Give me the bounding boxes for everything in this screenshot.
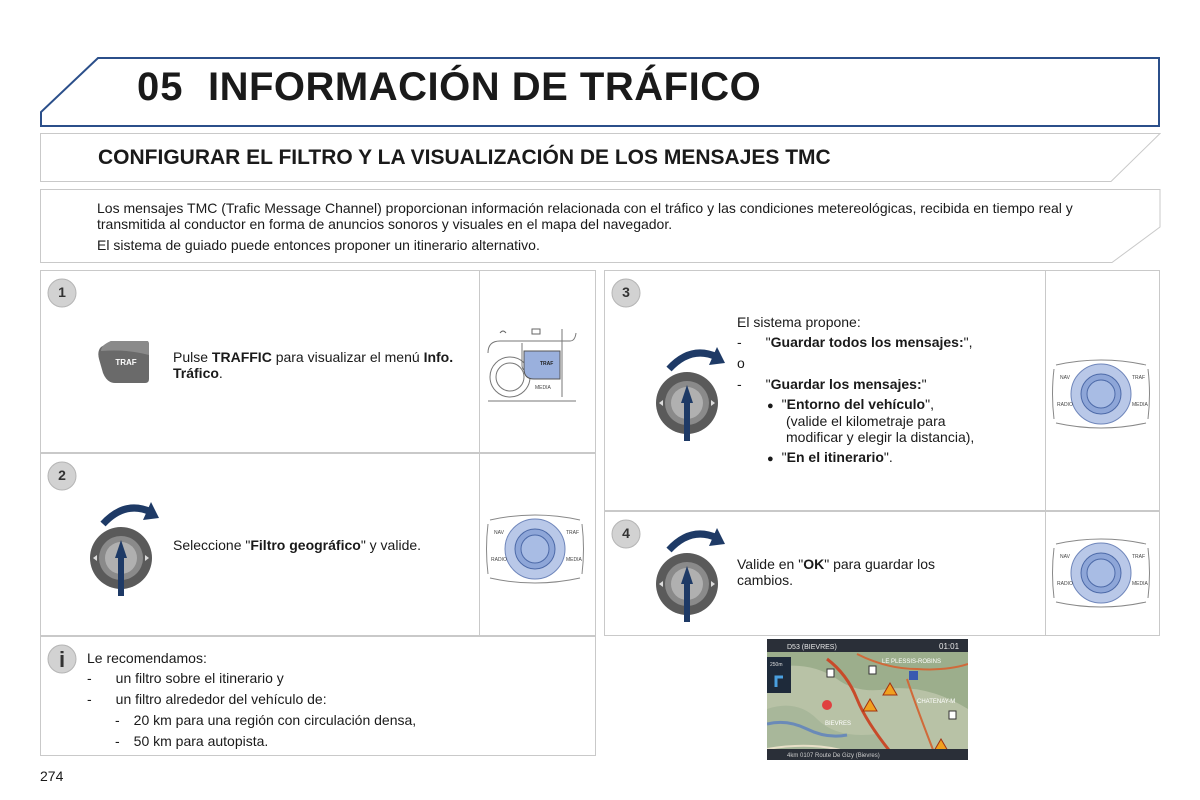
step-2-image-cell bbox=[479, 454, 595, 635]
rotary-knob-press-icon bbox=[651, 526, 725, 626]
section-title: CONFIGURAR EL FILTRO Y LA VISUALIZACIÓN DE LOS MENSAJES TMC bbox=[98, 146, 831, 169]
rotary-controller-illustration bbox=[480, 454, 594, 635]
step-3-option-2: - "Guardar los mensajes:" bbox=[737, 376, 927, 392]
radio-label: RADIO bbox=[1057, 581, 1073, 587]
step-3-intro: El sistema propone: bbox=[737, 314, 861, 330]
map-status-bar: 4km 0107 Route De Gizy (Bievres) bbox=[787, 753, 880, 759]
traffic-button-label: TRAF bbox=[115, 358, 137, 367]
map-place-3: CHATENAY-M bbox=[917, 699, 956, 705]
step-1-box bbox=[40, 270, 596, 453]
step-2-box bbox=[40, 453, 596, 636]
step-3-box bbox=[604, 270, 1160, 511]
traf-label: TRAF bbox=[1132, 554, 1146, 560]
map-place-1: LE PLESSIS-ROBINS bbox=[882, 659, 942, 665]
step-3-sub-option-1-note-2: modificar y elegir la distancia), bbox=[786, 429, 975, 445]
traf-label: TRAF bbox=[566, 530, 580, 536]
step-3-image-cell bbox=[1045, 271, 1159, 510]
tip-sub-item-1: - 20 km para una región con circulación densa, bbox=[115, 712, 417, 728]
nav-label: NAV bbox=[1060, 375, 1070, 381]
section-header bbox=[40, 133, 1161, 182]
traffic-map-illustration bbox=[767, 639, 968, 760]
radio-label: RADIO bbox=[491, 557, 507, 563]
rotary-knob-press-icon bbox=[85, 500, 159, 600]
tip-item-2: - un filtro alrededor del vehículo de: bbox=[87, 691, 327, 707]
rotary-controller-illustration bbox=[1046, 512, 1158, 635]
nav-label: NAV bbox=[494, 530, 504, 536]
map-road-label: D53 (BIEVRES) bbox=[787, 644, 837, 651]
control-panel-illustration bbox=[480, 271, 594, 452]
map-time: 01:01 bbox=[939, 642, 960, 651]
chapter-title: INFORMACIÓN DE TRÁFICO bbox=[208, 65, 762, 109]
step-4-image-cell bbox=[1045, 512, 1159, 635]
poi-icon bbox=[827, 669, 834, 677]
step-1-text: Pulse TRAFFIC para visualizar el menú Info. Tráfico. bbox=[173, 349, 454, 381]
step-4-badge: 4 bbox=[611, 519, 641, 549]
vehicle-position-icon bbox=[822, 700, 832, 710]
poi-icon bbox=[949, 711, 956, 719]
traf-key-label: TRAF bbox=[540, 361, 554, 367]
tip-box bbox=[40, 636, 596, 756]
media-label: MEDIA bbox=[566, 557, 582, 563]
rotary-controller-illustration bbox=[1046, 271, 1158, 510]
step-3-sub-option-1: ● "Entorno del vehículo", bbox=[767, 396, 934, 412]
traf-label: TRAF bbox=[1132, 375, 1146, 381]
poi-icon bbox=[869, 666, 876, 674]
map-place-2: BIEVRES bbox=[825, 721, 852, 727]
intro-paragraph-1: Los mensajes TMC (Trafic Message Channel) proporcionan información relacionada con el tráfico y las condiciones metereológicas, recibida en tiempo real y transmitida al conductor en forma de anuncios sonoros y visuales en el mapa del navegador. bbox=[97, 200, 1073, 232]
step-4-box bbox=[604, 511, 1160, 636]
step-4-text: Valide en "OK" para guardar los cambios. bbox=[737, 556, 936, 588]
intro-block bbox=[40, 189, 1161, 263]
step-3-option-1: - "Guardar todos los mensajes:", bbox=[737, 334, 973, 350]
nav-label: NAV bbox=[1060, 554, 1070, 560]
step-3-badge: 3 bbox=[611, 278, 641, 308]
radio-label: RADIO bbox=[1057, 402, 1073, 408]
tip-item-1: - un filtro sobre el itinerario y bbox=[87, 670, 284, 686]
navigation-map-screenshot bbox=[767, 639, 968, 760]
rotary-knob-press-icon bbox=[651, 345, 725, 445]
tip-intro: Le recomendamos: bbox=[87, 650, 207, 666]
traffic-button-icon bbox=[97, 335, 151, 389]
step-2-badge: 2 bbox=[47, 461, 77, 491]
media-label: MEDIA bbox=[1132, 581, 1148, 587]
map-scale: 250m bbox=[770, 662, 783, 668]
chapter-header bbox=[40, 57, 1160, 127]
parking-icon bbox=[909, 671, 918, 680]
step-1-image-cell bbox=[479, 271, 595, 452]
media-label: MEDIA bbox=[1132, 402, 1148, 408]
page-number: 274 bbox=[40, 768, 64, 784]
step-1-badge: 1 bbox=[47, 278, 77, 308]
chapter-number: 05 bbox=[137, 65, 184, 109]
step-3-sub-option-2: ● "En el itinerario". bbox=[767, 449, 893, 465]
info-icon bbox=[47, 644, 77, 674]
media-key-label: MEDIA bbox=[535, 385, 551, 391]
step-3-or: o bbox=[737, 355, 745, 371]
tip-sub-item-2: - 50 km para autopista. bbox=[115, 733, 269, 749]
step-2-text: Seleccione "Filtro geográfico" y valide. bbox=[173, 537, 422, 553]
svg-text:i: i bbox=[58, 647, 66, 672]
step-3-sub-option-1-note-1: (valide el kilometraje para bbox=[786, 413, 946, 429]
intro-paragraph-2: El sistema de guiado puede entonces proponer un itinerario alternativo. bbox=[97, 237, 540, 253]
